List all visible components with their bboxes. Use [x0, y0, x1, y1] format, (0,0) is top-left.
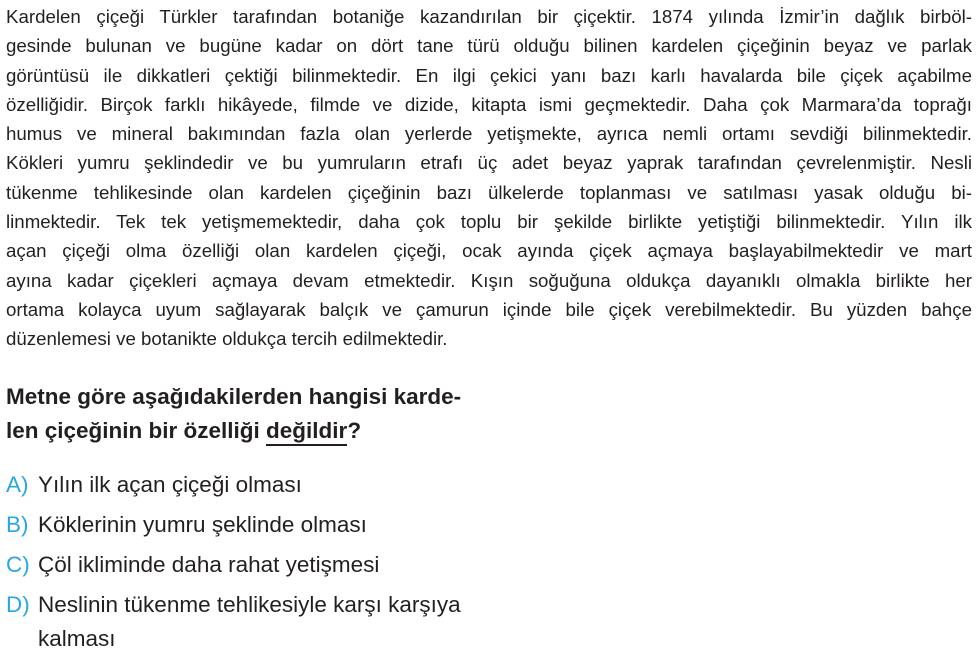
option-d[interactable]	[6, 588, 566, 656]
passage-line: görüntüsü ile dikkatleri çektiği bilinmektedir. En ilgi çekici yanı bazı karlı havalarda bile çiçek açabilme	[6, 64, 972, 86]
option-text-line: Köklerinin yumru şeklinde olması	[38, 512, 367, 537]
question-line-2-prefix: len çiçeğinin bir özelliği	[6, 418, 267, 443]
question-line-1: Metne göre aşağıdakilerden hangisi karde-	[6, 384, 462, 409]
option-letter: A)	[6, 472, 29, 497]
question-emphasis-underlined: değildir	[266, 418, 347, 446]
option-text-line: Yılın ilk açan çiçeği olması	[38, 472, 302, 497]
passage	[6, 2, 972, 354]
option-text-line: Çöl ikliminde daha rahat yetişmesi	[38, 552, 380, 577]
option-letter: C)	[6, 552, 30, 577]
answer-options	[6, 468, 566, 662]
passage-line: özelliğidir. Birçok farklı hikâyede, filmde ve dizide, kitapta ismi geçmektedir. Daha çok Marmara’da toprağı	[6, 93, 972, 115]
option-b[interactable]	[6, 508, 566, 542]
option-c[interactable]	[6, 548, 566, 582]
question-line-2-suffix: ?	[347, 418, 362, 443]
option-letter: D)	[6, 592, 30, 617]
passage-line: açan çiçeği olma özelliği olan kardelen çiçeği, ocak ayında çiçek açmaya başlayabilmektedir ve mart	[6, 240, 972, 262]
option-text	[38, 468, 302, 502]
option-letter: B)	[6, 512, 29, 537]
passage-line: ayına kadar çiçekleri açmaya devam etmektedir. Kışın soğuğuna oldukça dayanıklı olmakla birlikte her	[6, 269, 972, 291]
passage-line: tükenme tehlikesinde olan kardelen çiçeğinin bazı ülkelerde toplanması ve satılması yasak olduğu bi-	[6, 181, 972, 203]
passage-line: gesinde bulunan ve bugüne kadar on dört tane türü olduğu bilinen kardelen çiçeğinin beyaz ve parlak	[6, 35, 972, 57]
option-text	[38, 508, 367, 542]
option-text	[38, 548, 379, 582]
passage-line: Kökleri yumru şeklindedir ve bu yumruların etrafı üç adet beyaz yaprak tarafından çevrelenmiştir. Nesli	[6, 152, 972, 174]
passage-line: humus ve mineral bakımından fazla olan yerlerde yetişmekte, ayrıca nemli ortamı sevdiği bilinmektedir.	[6, 123, 972, 145]
option-a[interactable]	[6, 468, 566, 502]
option-text-line: kalması	[38, 626, 116, 651]
question-stem	[6, 380, 526, 448]
question-line-2	[6, 414, 526, 448]
passage-line: ortama kolayca uyum sağlayarak balçık ve çamurun içinde bile çiçek verebilmektedir. Bu yüzden bahçe	[6, 298, 972, 320]
passage-line: linmektedir. Tek tek yetişmemektedir, daha çok toplu bir şekilde birlikte yetiştiği bilinmektedir. Yılın ilk	[6, 211, 972, 233]
option-text	[38, 588, 461, 656]
option-text-line: Neslinin tükenme tehlikesiyle karşı karşıya	[38, 592, 461, 617]
passage-line: düzenlemesi ve botanikte oldukça tercih edilmektedir.	[6, 328, 448, 350]
passage-line: Kardelen çiçeği Türkler tarafından botaniğe kazandırılan bir çiçektir. 1874 yılında İzmir’in dağlık birböl-	[6, 6, 972, 27]
